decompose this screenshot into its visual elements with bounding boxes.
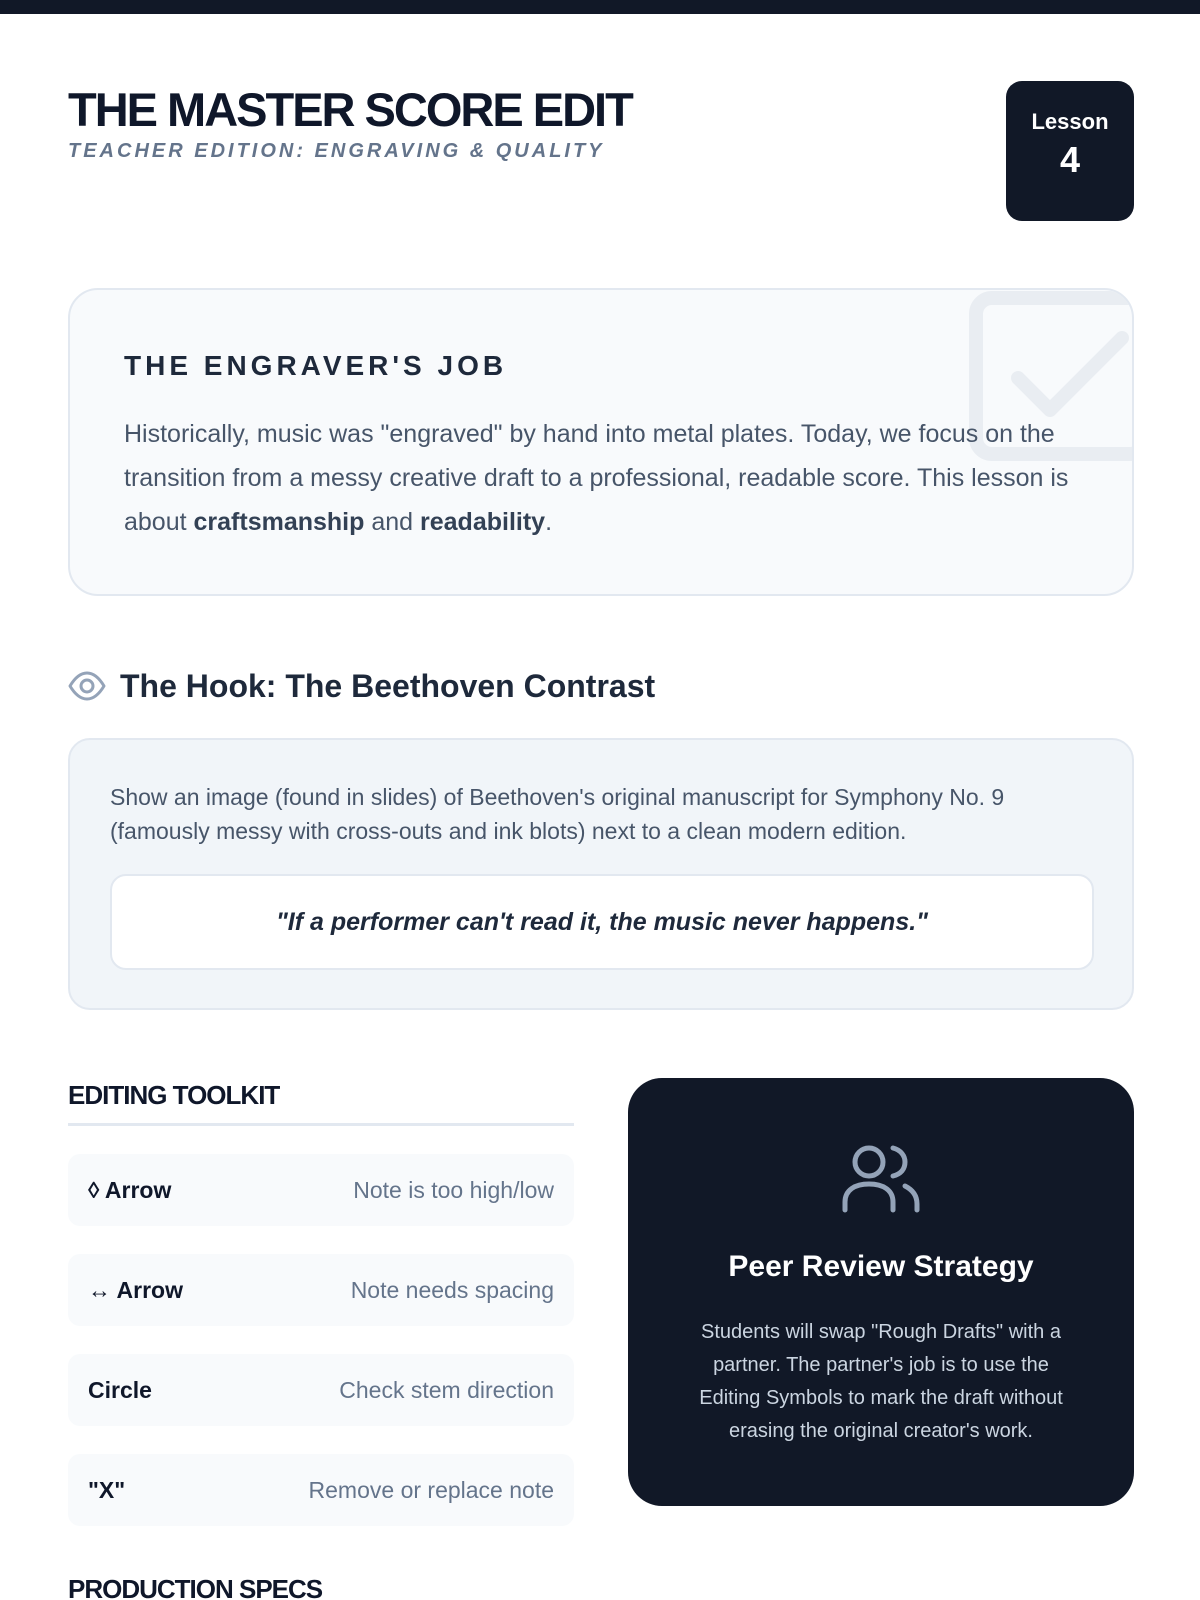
hook-card xyxy=(68,738,1134,1010)
peer-review-title: Peer Review Strategy xyxy=(728,1250,1034,1283)
page-subtitle: TEACHER EDITION: ENGRAVING & QUALITY xyxy=(68,140,605,162)
production-specs-heading: PRODUCTION SPECS xyxy=(68,1574,323,1600)
toolkit-heading: EDITING TOOLKIT xyxy=(68,1080,574,1126)
toolkit-meaning: Remove or replace note xyxy=(308,1476,554,1503)
bold-readability: readability xyxy=(420,508,546,536)
hook-text: Show an image (found in slides) of Beethoven's original manuscript for Symphony No. 9 (famously messy with cross-outs and ink blots) next to a clean modern edition. xyxy=(110,784,1005,844)
peer-review-text: Students will swap "Rough Drafts" with a partner. The partner's job is to use the Editing Symbols to mark the draft without erasing the original creator's work. xyxy=(699,1321,1063,1442)
toolkit-meaning: Check stem direction xyxy=(339,1376,554,1403)
top-accent-bar xyxy=(0,0,1200,14)
toolkit-symbol: Circle xyxy=(88,1376,152,1403)
toolkit-symbol: ↔ Arrow xyxy=(88,1276,183,1303)
bold-craftsmanship: craftsmanship xyxy=(193,508,365,536)
lesson-number: 4 xyxy=(1059,139,1081,180)
toolkit-symbol: "X" xyxy=(88,1476,126,1503)
quote-box xyxy=(110,874,1094,970)
toolkit-item xyxy=(68,1354,574,1426)
toolkit-symbol: ◊ Arrow xyxy=(88,1176,172,1203)
toolkit-item xyxy=(68,1154,574,1226)
editing-toolkit xyxy=(68,1080,574,1526)
toolkit-item xyxy=(68,1454,574,1526)
page-title: THE MASTER SCORE EDIT xyxy=(68,83,632,136)
hook-heading: The Hook: The Beethoven Contrast xyxy=(120,667,656,704)
peer-review-card xyxy=(628,1078,1134,1506)
lesson-label: Lesson xyxy=(1031,109,1109,134)
toolkit-item xyxy=(68,1254,574,1326)
eye-icon xyxy=(68,671,106,701)
toolkit-meaning: Note needs spacing xyxy=(350,1276,554,1303)
engraver-heading: THE ENGRAVER'S JOB xyxy=(124,350,508,381)
engraver-card xyxy=(68,288,1134,596)
users-icon xyxy=(841,1142,921,1214)
hook-quote: "If a performer can't read it, the music never happens." xyxy=(275,907,929,936)
engraver-body: Historically, music was "engraved" by hand into metal plates. Today, we focus on the transition from a messy creative draft to a professional, readable score. This lesson is about craftsmanship and readability. xyxy=(124,420,1069,536)
hook-heading-row xyxy=(68,664,655,708)
page-header xyxy=(68,84,1134,224)
lesson-badge xyxy=(1006,81,1134,221)
toolkit-meaning: Note is too high/low xyxy=(353,1176,554,1203)
